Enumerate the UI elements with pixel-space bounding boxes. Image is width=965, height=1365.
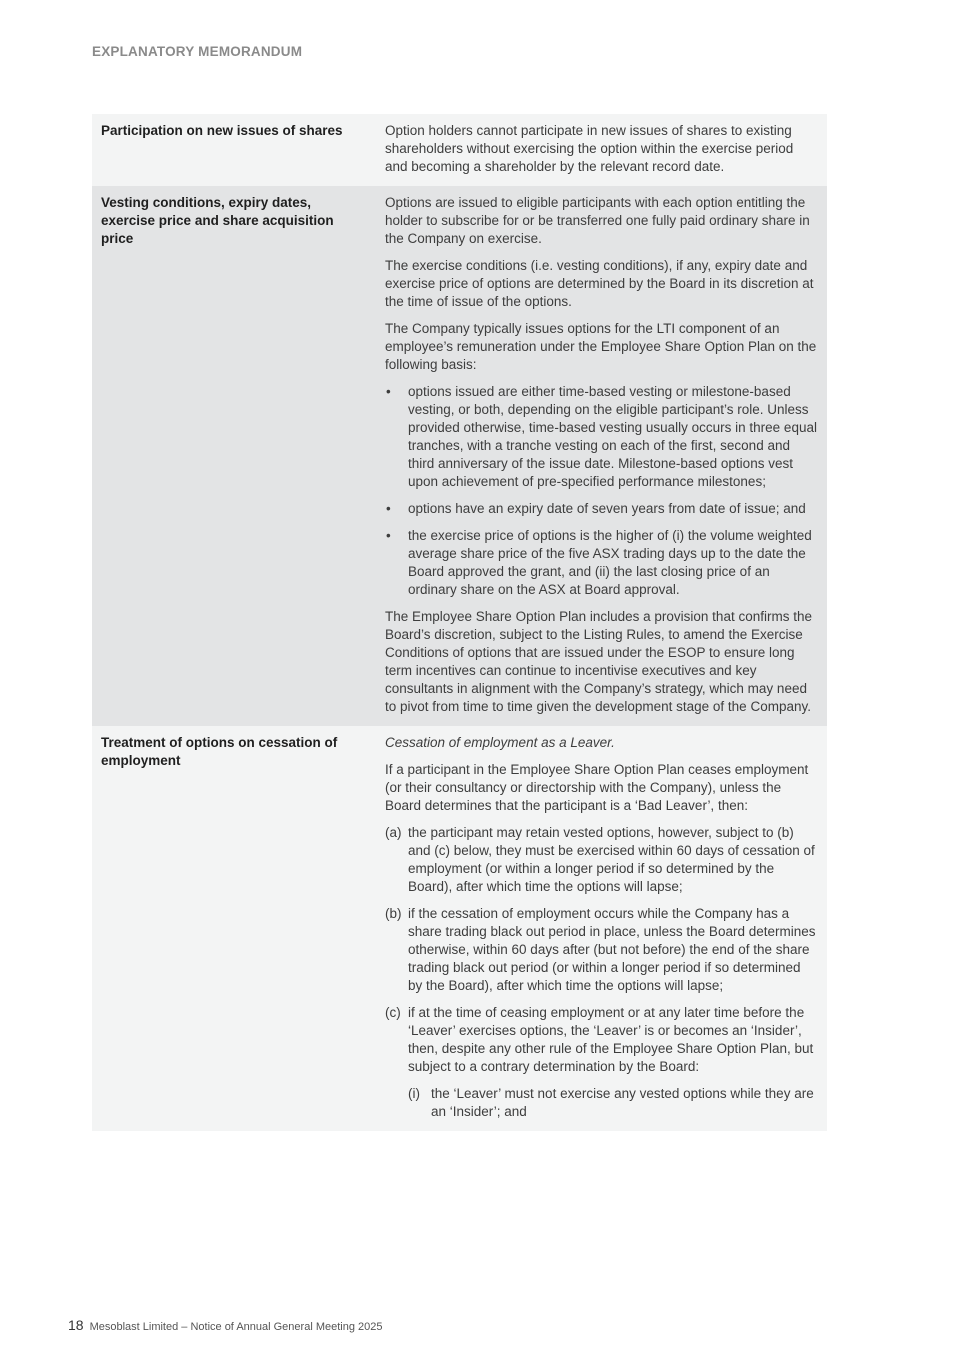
bullet-text: the exercise price of options is the higher of (i) the volume weighted average share price of the five ASX trading days up to the date the Board approved the grant, and (ii) the last closing price of an ordinary share on the ASX at Board approval. bbox=[408, 528, 812, 597]
list-item-a bbox=[385, 824, 817, 896]
paragraph: The exercise conditions (i.e. vesting conditions), if any, expiry date and exercise price of options are determined by the Board in its discretion at the time of issue of the options. bbox=[385, 258, 814, 309]
paragraph: The Employee Share Option Plan includes a provision that confirms the Board’s discretion, subject to the Listing Rules, to amend the Exercise Conditions of options that are issued under the ESOP to ensure long term incentives can continue to incentivise executives and key consultants in alignment with the Company’s strategy, which may need to pivot from time to time given the development stage of the Company. bbox=[385, 609, 812, 714]
row-content bbox=[356, 726, 827, 1131]
list-marker: (i) bbox=[408, 1086, 420, 1101]
list-text: if the cessation of employment occurs while the Company has a share trading black out period in place, unless the Board determines otherwise, within 60 days after (but not before) the end of the share trading black out period (or within a longer period if so determined by the Board), after which time the options will lapse; bbox=[408, 906, 816, 993]
page-footer bbox=[68, 1317, 382, 1333]
row-label: Treatment of options on cessation of employment bbox=[101, 735, 338, 768]
list-text: if at the time of ceasing employment or at any later time before the ‘Leaver’ exercises options, the ‘Leaver’ is or becomes an ‘Insider’, then, despite any other rule of the Employee Share Option Plan, but subject to a contrary determination by the Board: bbox=[408, 1005, 814, 1074]
list-marker: (a) bbox=[385, 825, 402, 840]
sub-list bbox=[408, 1085, 817, 1121]
table-row-participation bbox=[92, 114, 827, 186]
paragraph: Option holders cannot participate in new issues of shares to existing shareholders without exercising the option within the exercise period and becoming a shareholder by the relevant record date. bbox=[385, 123, 794, 174]
table-row-vesting bbox=[92, 186, 827, 726]
paragraph: The Company typically issues options for the LTI component of an employee’s remuneration under the Employee Share Option Plan on the following basis: bbox=[385, 321, 817, 372]
list-marker: (b) bbox=[385, 906, 402, 921]
list-marker: (c) bbox=[385, 1005, 401, 1020]
paragraph: Options are issued to eligible participants with each option entitling the holder to subscribe for or be transferred one fully paid ordinary share in the Company on exercise. bbox=[385, 195, 810, 246]
bullet-text: options issued are either time-based vesting or milestone-based vesting, or both, depending on the eligible participant’s role. Unless provided otherwise, time-based vesting usually occurs in three equal tranches, with a tranche vesting on each of the first, second and third anniversary of the issue date. Milestone-based options vest upon achievement of pre-specified performance milestones; bbox=[408, 384, 817, 489]
bullet-icon: • bbox=[386, 501, 391, 516]
row-content bbox=[356, 186, 827, 726]
bullet-item bbox=[385, 500, 817, 518]
italic-heading: Cessation of employment as a Leaver. bbox=[385, 735, 615, 750]
footer-text: Mesoblast Limited – Notice of Annual General Meeting 2025 bbox=[89, 1321, 383, 1333]
page-header: EXPLANATORY MEMORANDUM bbox=[92, 44, 303, 59]
row-content bbox=[356, 114, 827, 186]
list-item-b bbox=[385, 905, 817, 995]
list-text: the participant may retain vested options, however, subject to (b) and (c) below, they must be exercised within 60 days of cessation of employment (or within a longer period if so determined by the Board), after which time the options will lapse; bbox=[408, 825, 815, 894]
bullet-item bbox=[385, 383, 817, 491]
list-item-i bbox=[408, 1085, 817, 1121]
bullet-icon: • bbox=[386, 384, 391, 399]
list-item-c bbox=[385, 1004, 817, 1076]
page-number: 18 bbox=[68, 1317, 84, 1333]
paragraph: If a participant in the Employee Share Option Plan ceases employment (or their consultancy or directorship with the Company), unless the Board determines that the participant is a ‘Bad Leaver’, then: bbox=[385, 762, 809, 813]
row-label: Vesting conditions, expiry dates, exercise price and share acquisition price bbox=[101, 195, 334, 246]
terms-table bbox=[92, 114, 827, 1131]
table-row-cessation bbox=[92, 726, 827, 1131]
bullet-icon: • bbox=[386, 528, 391, 543]
row-label: Participation on new issues of shares bbox=[101, 123, 343, 138]
bullet-item bbox=[385, 527, 817, 599]
bullet-text: options have an expiry date of seven years from date of issue; and bbox=[408, 501, 806, 516]
list-text: the ‘Leaver’ must not exercise any vested options while they are an ‘Insider’; and bbox=[431, 1086, 814, 1119]
